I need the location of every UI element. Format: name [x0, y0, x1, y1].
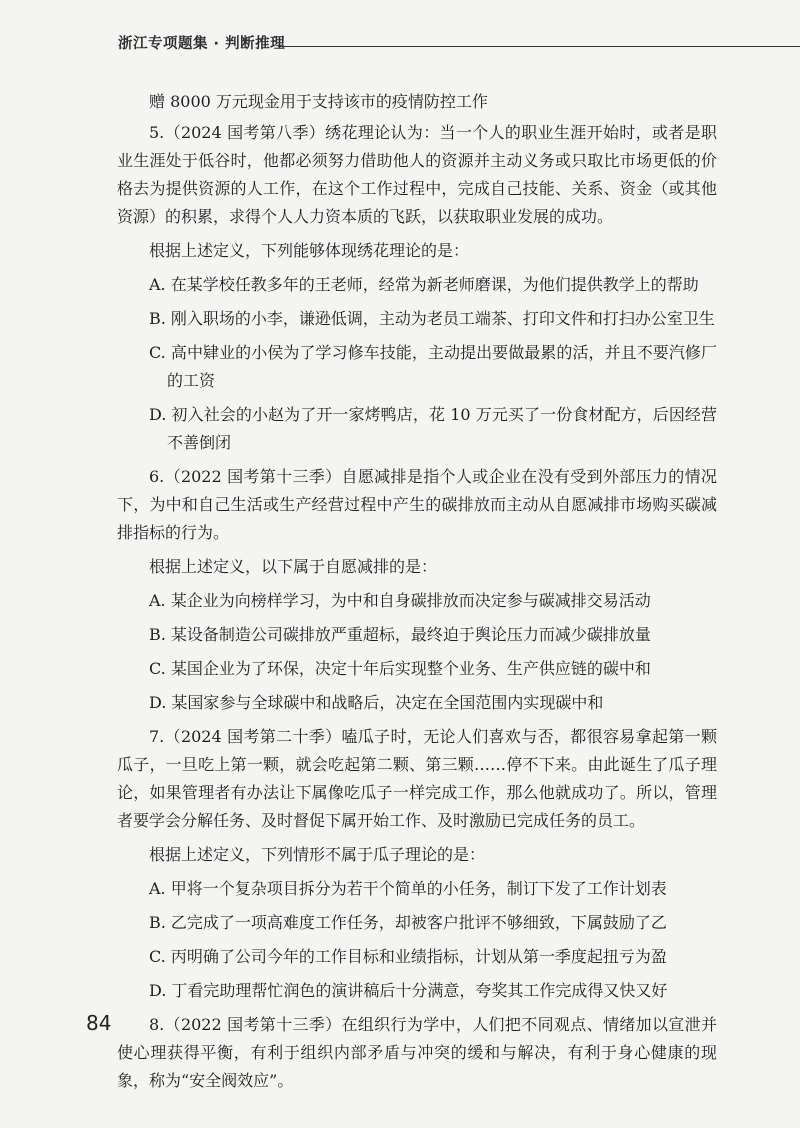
page-content: [117, 88, 717, 1095]
question-7-stem: 7.（2024 国考第二十季）嗑瓜子时，无论人们喜欢与否，都很容易拿起第一颗瓜子，一旦吃上第一颗，就会吃起第二颗、第三颗……停不下来。由此诞生了瓜子理论，如果管理者有办法让下属像吃瓜子一样完成工作，那么他就成功了。所以，管理者要学会分解任务、及时督促下属开始工作、及时激励已完成任务的员工。: [117, 727, 717, 830]
question-5-option-d: D. 初入社会的小赵为了开一家烤鸭店，花 10 万元买了一份食材配方，后因经营不善倒闭: [149, 405, 717, 452]
question-8-stem: 8.（2022 国考第十三季）在组织行为学中，人们把不同观点、情绪加以宣泄并使心理获得平衡，有利于组织内部矛盾与冲突的缓和与解决，有利于身心健康的现象，称为“安全阀效应”。: [117, 1015, 717, 1090]
continued-line: 赠 8000 万元现金用于支持该市的疫情防控工作: [149, 92, 488, 111]
header-title: 浙江专项题集 · 判断推理: [118, 36, 286, 52]
question-5-option-b: B. 刚入职场的小李，谦逊低调，主动为老员工端茶、打印文件和打扫办公室卫生: [149, 309, 715, 328]
question-5-stem: 5.（2024 国考第八季）绣花理论认为：当一个人的职业生涯开始时，或者是职业生涯处于低谷时，他都必须努力借助他人的资源并主动义务或只取比市场更低的价格去为提供资源的人工作，在这个工作过程中，完成自己技能、关系、资金（或其他资源）的积累，求得个人人力资本质的飞跃，以获取职业发展的成功。: [117, 123, 717, 226]
question-7-option-c: C. 丙明确了公司今年的工作目标和业绩指标，计划从第一季度起扭亏为盈: [149, 947, 667, 966]
header-rule: [278, 46, 800, 47]
question-6-option-d: D. 某国家参与全球碳中和战略后，决定在全国范围内实现碳中和: [149, 693, 604, 712]
question-6-prompt: 根据上述定义，以下属于自愿减排的是：: [149, 557, 438, 576]
page-number: 84: [86, 1011, 112, 1035]
question-6-option-c: C. 某国企业为了环保，决定十年后实现整个业务、生产供应链的碳中和: [149, 659, 651, 678]
page-header: [118, 28, 758, 60]
question-6-option-a: A. 某企业为向榜样学习，为中和自身碳排放而决定参与碳减排交易活动: [149, 591, 651, 610]
question-5-prompt: 根据上述定义，下列能够体现绣花理论的是：: [149, 241, 470, 260]
question-7-option-b: B. 乙完成了一项高难度工作任务，却被客户批评不够细致，下属鼓励了乙: [149, 913, 667, 932]
question-7-prompt: 根据上述定义，下列情形不属于瓜子理论的是：: [149, 845, 486, 864]
question-5-option-a: A. 在某学校任教多年的王老师，经常为新老师磨课，为他们提供教学上的帮助: [149, 275, 699, 294]
question-5-option-c: C. 高中肄业的小侯为了学习修车技能，主动提出要做最累的活，并且不要汽修厂的工资: [149, 343, 717, 390]
question-6-option-b: B. 某设备制造公司碳排放严重超标，最终迫于舆论压力而减少碳排放量: [149, 625, 651, 644]
question-7-option-a: A. 甲将一个复杂项目拆分为若干个简单的小任务，制订下发了工作计划表: [149, 879, 667, 898]
question-7-option-d: D. 丁看完助理帮忙润色的演讲稿后十分满意，夸奖其工作完成得又快又好: [149, 981, 668, 1000]
question-6-stem: 6.（2022 国考第十三季）自愿减排是指个人或企业在没有受到外部压力的情况下，为中和自己生活或生产经营过程中产生的碳排放而主动从自愿减排市场购买碳减排指标的行为。: [117, 467, 717, 542]
